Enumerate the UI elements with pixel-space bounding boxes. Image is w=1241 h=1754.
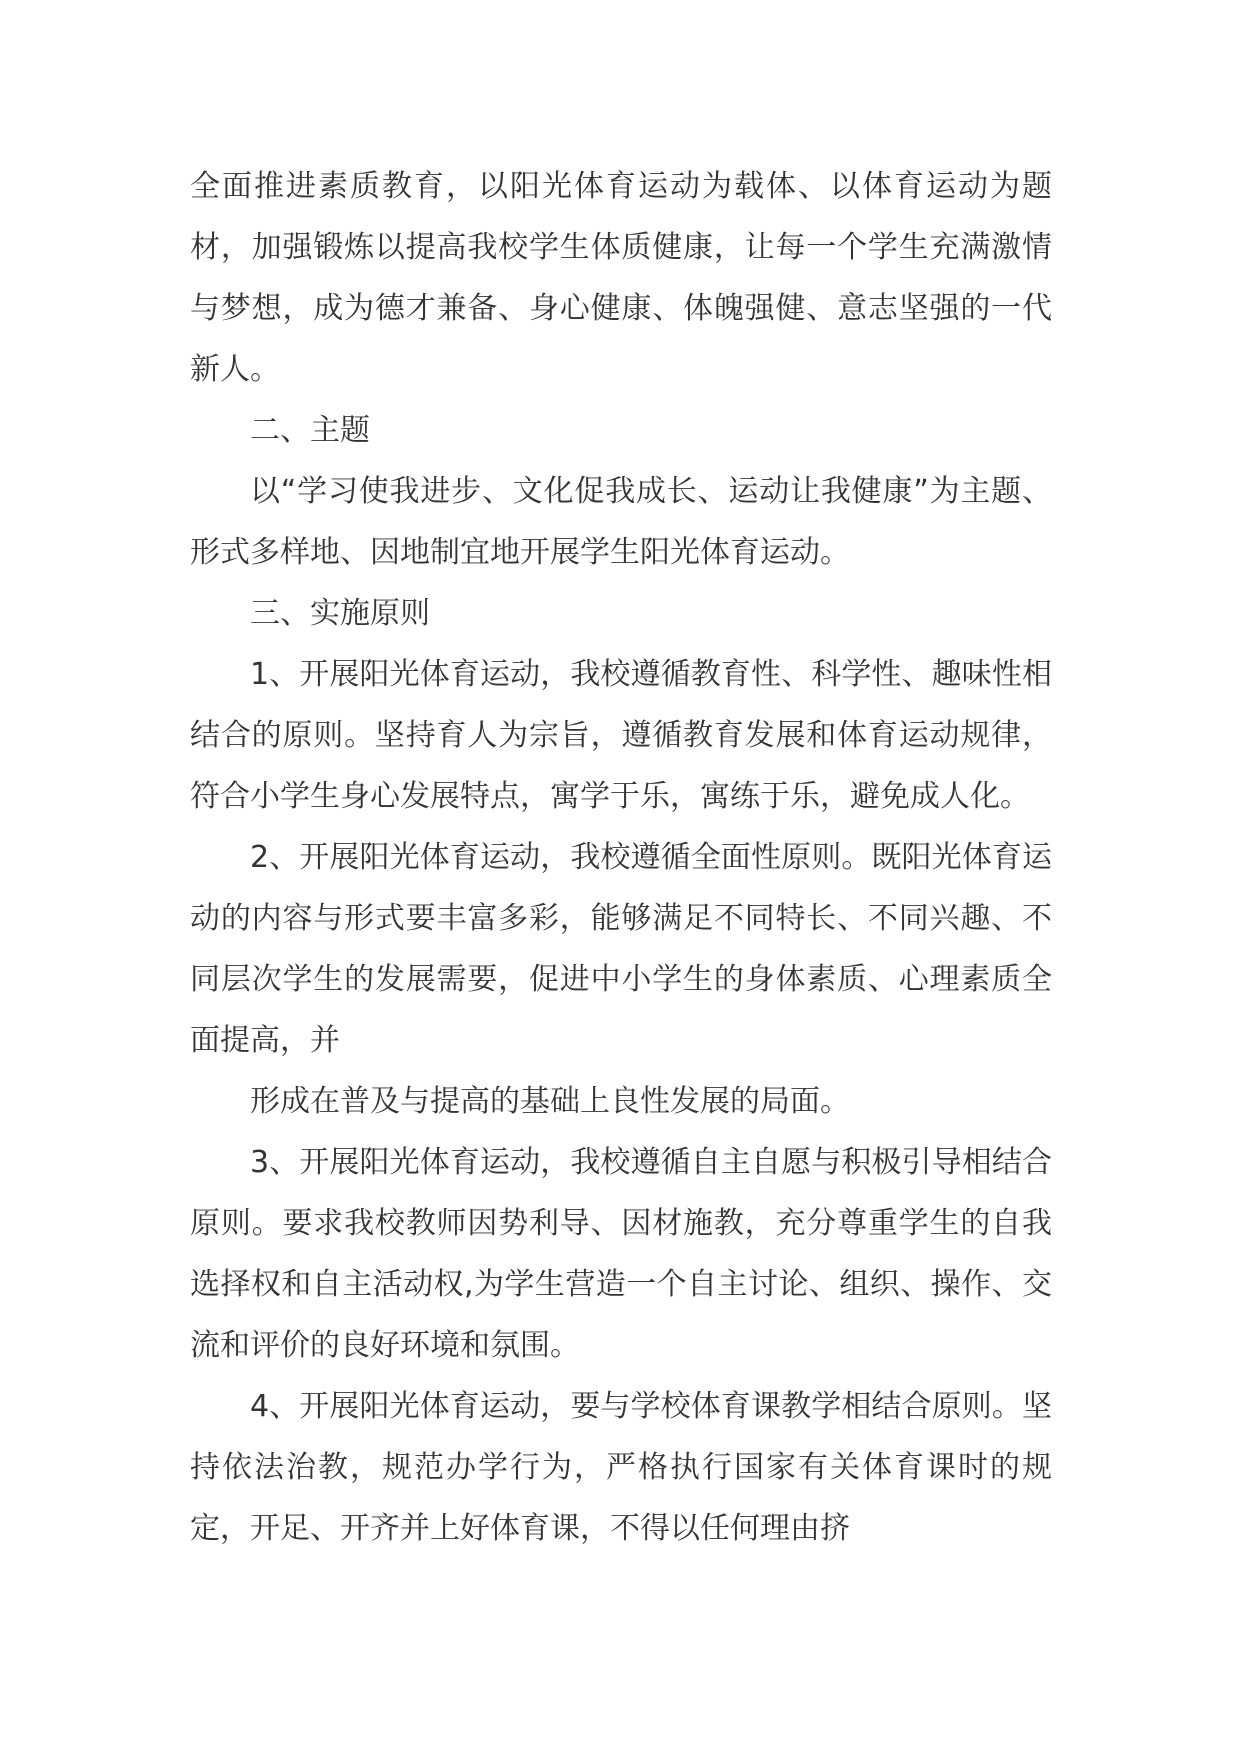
paragraph-theme: 以“学习使我进步、文化促我成长、运动让我健康”为主题、形式多样地、因地制宜地开展学生阳光体育运动。 [190, 474, 1052, 570]
paragraph-principle-1: 1、开展阳光体育运动，我校遵循教育性、科学性、趣味性相结合的原则。坚持育人为宗旨，遵循教育发展和体育运动规律，符合小学生身心发展特点，寓学于乐，寓练于乐，避免成人化。 [190, 657, 1052, 814]
document-body [190, 156, 1052, 1559]
paragraph-principle-2: 2、开展阳光体育运动，我校遵循全面性原则。既阳光体育运动的内容与形式要丰富多彩，能够满足不同特长、不同兴趣、不同层次学生的发展需要，促进中小学生的身体素质、心理素质全面提高，并 [190, 840, 1052, 1058]
paragraph-principle-2-continuation: 形成在普及与提高的基础上良性发展的局面。 [250, 1084, 850, 1119]
heading-principles: 三、实施原则 [250, 596, 430, 631]
paragraph-principle-4: 4、开展阳光体育运动，要与学校体育课教学相结合原则。坚持依法治教，规范办学行为，严格执行国家有关体育课时的规定，开足、开齐并上好体育课，不得以任何理由挤 [190, 1389, 1052, 1546]
heading-theme: 二、主题 [250, 413, 370, 448]
paragraph-principle-3: 3、开展阳光体育运动，我校遵循自主自愿与积极引导相结合原则。要求我校教师因势利导、因材施教，充分尊重学生的自我选择权和自主活动权,为学生营造一个自主讨论、组织、操作、交流和评价的良好环境和氛围。 [190, 1145, 1052, 1363]
paragraph-intro-continuation: 全面推进素质教育，以阳光体育运动为载体、以体育运动为题材，加强锻炼以提高我校学生体质健康，让每一个学生充满激情与梦想，成为德才兼备、身心健康、体魄强健、意志坚强的一代新人。 [190, 169, 1052, 387]
